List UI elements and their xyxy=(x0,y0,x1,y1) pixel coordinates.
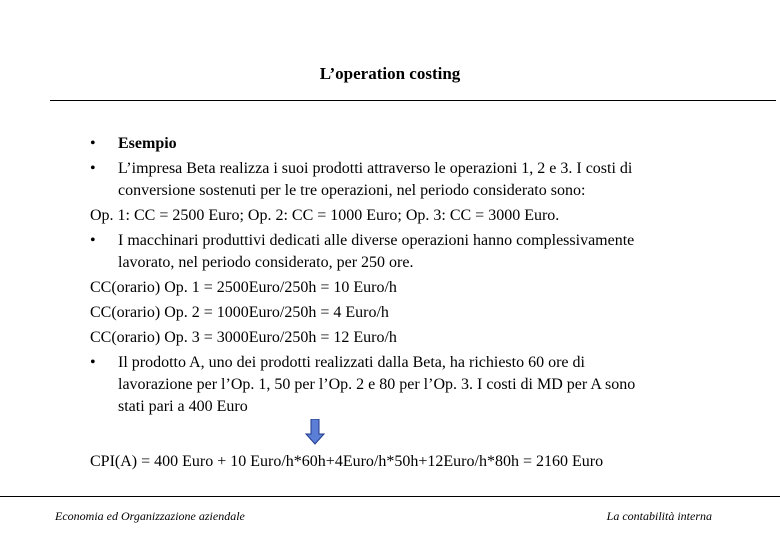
footer-section-name: La contabilità interna xyxy=(606,509,712,523)
bullet-glyph: • xyxy=(90,354,96,371)
bullet-continuation: lavorazione per l’Op. 1, 50 per l’Op. 2 e 80 per l’Op. 3. I costi di MD per A sono xyxy=(118,376,636,393)
text-line-cc-op2: CC(orario) Op. 2 = 1000Euro/250h = 4 Euro/h xyxy=(90,304,389,321)
bullet-item xyxy=(90,158,730,180)
bullet-text: Il prodotto A, uno dei prodotti realizzati dalla Beta, ha richiesto 60 ore di xyxy=(118,354,585,371)
footer-course-name: Economia ed Organizzazione aziendale xyxy=(55,509,245,523)
bullet-glyph: • xyxy=(90,232,96,249)
slide-content xyxy=(90,133,730,418)
bullet-glyph: • xyxy=(90,135,96,152)
text-line-cc-op3: CC(orario) Op. 3 = 3000Euro/250h = 12 Euro/h xyxy=(90,329,397,346)
text-line-cc-op1: CC(orario) Op. 1 = 2500Euro/250h = 10 Euro/h xyxy=(90,279,397,296)
bullet-text: L’impresa Beta realizza i suoi prodotti attraverso le operazioni 1, 2 e 3. I costi di xyxy=(118,160,633,177)
bullet-item xyxy=(90,133,730,155)
title-divider xyxy=(50,100,776,101)
slide-title: L’operation costing xyxy=(319,64,461,83)
cpi-formula: CPI(A) = 400 Euro + 10 Euro/h*60h+4Euro/h*50h+12Euro/h*80h = 2160 Euro xyxy=(90,453,604,470)
formula-block xyxy=(90,451,730,473)
bullet-glyph: • xyxy=(90,160,96,177)
bullet-text: I macchinari produttivi dedicati alle diverse operazioni hanno complessivamente xyxy=(118,232,635,249)
bullet-item xyxy=(90,352,730,374)
bullet-item xyxy=(90,230,730,252)
footer-divider xyxy=(0,496,780,497)
bullet-text-esempio: Esempio xyxy=(118,135,177,152)
bullet-continuation: stati pari a 400 Euro xyxy=(118,398,248,415)
bullet-continuation: conversione sostenuti per le tre operazioni, nel periodo considerato sono: xyxy=(118,182,586,199)
text-line-op-costs: Op. 1: CC = 2500 Euro; Op. 2: CC = 1000 Euro; Op. 3: CC = 3000 Euro. xyxy=(90,207,560,224)
bullet-continuation: lavorato, nel periodo considerato, per 250 ore. xyxy=(118,254,414,271)
down-arrow-icon xyxy=(305,419,325,445)
